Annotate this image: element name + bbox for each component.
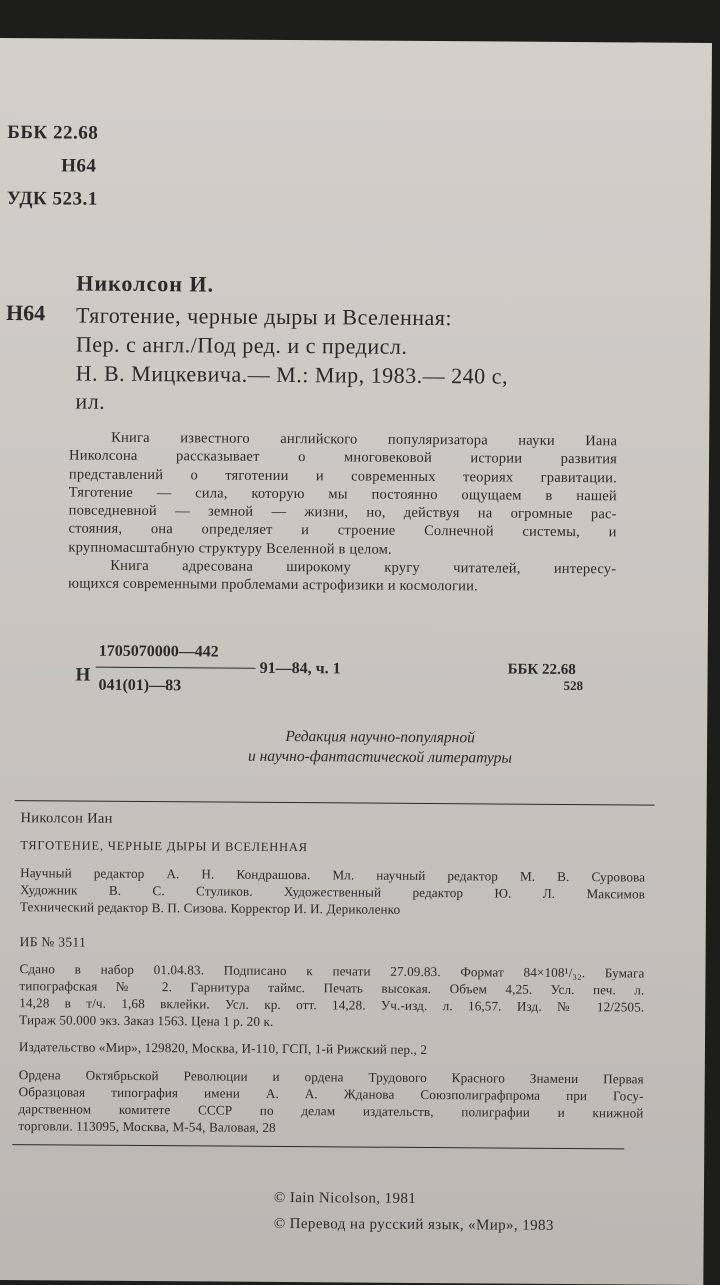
publisher-line: Издательство «Мир», 129820, Москва, И-110, ГСП, 1-й Рижский пер., 2 xyxy=(18,1039,428,1058)
code-numerator: 1705070000—442 xyxy=(98,642,219,661)
ib-number: ИБ № 3511 xyxy=(19,934,87,950)
print-line: типографская № 2. Гарнитура таймс. Печать высокая. Объем 4,25. Усл. печ. л. xyxy=(19,978,645,998)
copyright-original: © Iain Nicolson, 1981 xyxy=(273,1189,417,1207)
printer-line: Ордена Октябрьской Революции и ордена Трудового Красного Знамени Первая xyxy=(18,1067,644,1087)
abstract-line: Николсона рассказывает о многовековой истории развития xyxy=(69,447,618,468)
print-line: Тираж 50.000 экз. Заказ 1563. Цена 1 р. 20 к. xyxy=(19,1012,274,1029)
abstract-line: Книга адресована широкому кругу читателей, интересу- xyxy=(110,557,617,578)
staff-line: Художник В. С. Стуликов. Художественный редактор Ю. Л. Максимов xyxy=(20,882,646,902)
divider-bottom xyxy=(12,1144,624,1149)
bbk-code: ББК 22.68 xyxy=(7,122,99,144)
abstract-line: Тяготение — сила, которую мы постоянно ощущаем в нашей xyxy=(68,484,617,505)
editorial-line: и научно-фантастической литературы xyxy=(247,747,513,767)
abstract-line: Книга известного английского популяризатора науки Иана xyxy=(111,429,618,450)
colophon-author: Николсон Иан xyxy=(20,810,113,827)
author-mark-side: Н64 xyxy=(5,300,46,326)
book-page xyxy=(0,38,712,1285)
colophon-staff xyxy=(20,864,645,919)
abstract-line: представлений о тяготении и современных теориях гравитации. xyxy=(68,466,617,486)
biblio-line: ил. xyxy=(75,388,106,414)
abstract-line: повседневной — земной — жизни, но, действуя на огромные рас- xyxy=(68,502,617,523)
colophon-publisher xyxy=(19,1038,644,1059)
fraction-bar xyxy=(96,667,256,669)
print-line: Сдано в набор 01.04.83. Подписано к печати 27.09.83. Формат 84×108¹/₃₂. Бумага xyxy=(19,961,645,981)
printer-line: торговли. 113095, Москва, М-54, Валовая, 28 xyxy=(18,1118,276,1135)
code-denominator: 041(01)—83 xyxy=(98,676,182,695)
author-mark: Н64 xyxy=(61,155,97,177)
printer-line: Образцовая типография имени А. А. Жданова Союзполиграфпрома при Госу- xyxy=(18,1084,644,1104)
printer-line: дарственном комитете СССР по делам издательств, полиграфии и книжной xyxy=(18,1101,644,1121)
print-line: 14,28 в т/ч. 1,68 вклейки. Усл. кр. отт. 14,28. Уч.-изд. л. 16,57. Изд. № 12/2505. xyxy=(19,995,645,1015)
code-bbk: ББК 22.68 xyxy=(507,661,576,679)
staff-line: Технический редактор В. П. Сизова. Корректор И. И. Дериколенко xyxy=(19,899,401,917)
colophon-title: ТЯГОТЕНИЕ, ЧЕРНЫЕ ДЫРЫ И ВСЕЛЕННАЯ xyxy=(20,838,308,855)
staff-line: Научный редактор А. Н. Кондрашова. Мл. научный редактор М. В. Суровова xyxy=(20,865,646,885)
code-letter: Н xyxy=(75,664,91,686)
author-heading: Николсон И. xyxy=(76,270,215,297)
abstract-line: стояния, она определяет и строение Солнечной системы, и xyxy=(68,520,617,541)
biblio-line: Тяготение, черные дыры и Вселенная: xyxy=(75,302,453,331)
abstract xyxy=(68,428,617,596)
colophon-printer xyxy=(18,1066,643,1138)
code-middle: 91—84, ч. 1 xyxy=(259,659,341,678)
colophon-print xyxy=(19,960,644,1032)
udk-code: УДК 523.1 xyxy=(6,188,98,210)
abstract-line: крупномасштабную структуру Вселенной в целом. xyxy=(68,539,392,558)
biblio-line: Н. В. Мицкевича.— М.: Мир, 1983.— 240 с, xyxy=(75,360,509,389)
abstract-line: ющихся современными проблемами астрофизики и космологии. xyxy=(68,575,478,595)
biblio-line: Пер. с англ./Под ред. и с предисл. xyxy=(75,331,408,359)
copyright-translation: © Перевод на русский язык, «Мир», 1983 xyxy=(273,1215,554,1234)
divider-top xyxy=(15,800,655,805)
editorial-line: Редакция научно-популярной xyxy=(285,728,475,747)
code-bbk-sub: 528 xyxy=(563,677,584,694)
